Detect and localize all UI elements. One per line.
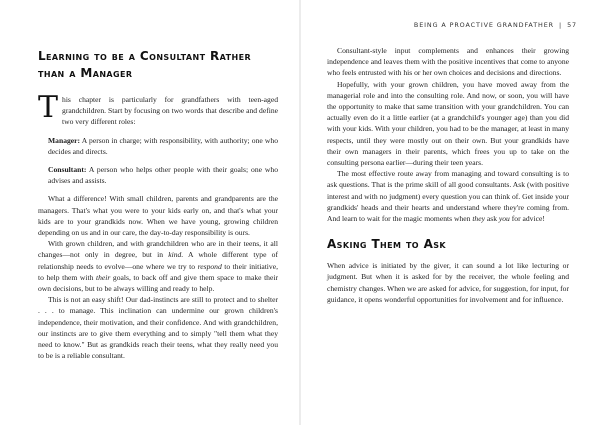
chapter-title: Learning to be a Consultant Rather than a Manager [38, 49, 251, 80]
emphasis: you [498, 214, 510, 224]
definitions [48, 135, 278, 187]
body-paragraph: Consultant-style input complements and enhances their growing independence and leaves them with the positive incentives that come to anyone who feels entrusted with his or her own choices and decisions and directions. [327, 46, 569, 78]
body-paragraph [327, 168, 569, 224]
text-run: A whole different type of relationship needs to evolve—one where we try to [38, 250, 278, 271]
drop-cap: T [38, 90, 59, 125]
body-paragraph: When advice is initiated by the giver, it can sound a lot like lecturing or judgment. But when it is asked for by the receiver, the whole feeling and chemistry changes. When we are asked for advice, for suggestion, for input, for guidance, it opens wonderful opportunities for involvement and for influence. [327, 261, 569, 304]
running-head-separator: | [559, 21, 563, 29]
emphasis: they [472, 214, 485, 224]
definition-text: A person in charge; with responsibility, with authority; one who decides and directs. [48, 135, 278, 156]
body-paragraph: This is not an easy shift! Our dad-instincts are still to protect and to shelter . . . to manage. This inclination can undermine our grown children's independence, their motivation, and their confidence. And with grandchildren, our instincts are to give them everything and to simply "tell them what they need to know." But as grandkids reach their teens, what they really need you to be is a reliable consultant. [38, 295, 278, 361]
text-run: to their initiative, to help them with [38, 261, 278, 282]
left-page [0, 0, 299, 425]
definition-term: Consultant: [48, 165, 87, 175]
definition-manager [48, 135, 278, 157]
definition-term: Manager: [48, 135, 81, 145]
section-title: Asking Them to Ask [327, 237, 447, 252]
body-paragraph: Hopefully, with your grown children, you have moved away from the managerial role and into the consulting role. And now, or soon, you will have the opportunity to make that same transition with your grandchildren. You can actually even do it a little earlier (at a grandchild's younger age) than you did with your kids. With your children, you had to be the manager, at least in many respects, until they were mostly out on their own. But your grandkids have their own managers in their parents, which frees you up to take on the consulting persona earlier—during their teen years. [327, 79, 569, 168]
emphasis: respond [197, 261, 222, 271]
intro-paragraph [38, 90, 278, 128]
text-run: With grown children, and with grandchildren who are in their teens, it all changes—not only in degree, but in [38, 239, 278, 260]
text-run: goals, to back off and give them space to make their own decisions, but to be always willing and ready to help. [38, 272, 278, 294]
text-run: for advice! [509, 214, 545, 224]
body-paragraph: What a difference! With small children, parents and grandparents are the managers. That's what you were to your kids early on, and that's what your kids are to your grandkids now. When we have young, growing children depending on us and in our care, the day-to-day responsibility is ours. [38, 194, 278, 238]
running-head [327, 21, 577, 29]
text-run: The most effective route away from managing and toward consulting is to ask questions. That is the prime skill of all good consultants. Ask (with positive interest and with no judgment) every question you can think of. Get inside your grandkids' heads and their hearts and understand where they're coming from. And learn to wait for the magic moments when [327, 169, 569, 224]
emphasis: kind. [168, 250, 184, 260]
body-paragraph [38, 238, 278, 294]
intro-text: his chapter is particularly for grandfathers with teen-aged grandchildren. Start by focusing on two words that describe and define two very different roles: [62, 95, 278, 127]
definition-consultant [48, 164, 278, 186]
running-head-title: BEING A PROACTIVE GRANDFATHER [413, 21, 554, 29]
text-run: ask [484, 214, 499, 224]
emphasis: their [96, 272, 111, 282]
definition-text: A person who helps other people with their goals; one who advises and assists. [48, 165, 278, 186]
right-page [301, 0, 600, 425]
page-number: 57 [567, 21, 577, 29]
